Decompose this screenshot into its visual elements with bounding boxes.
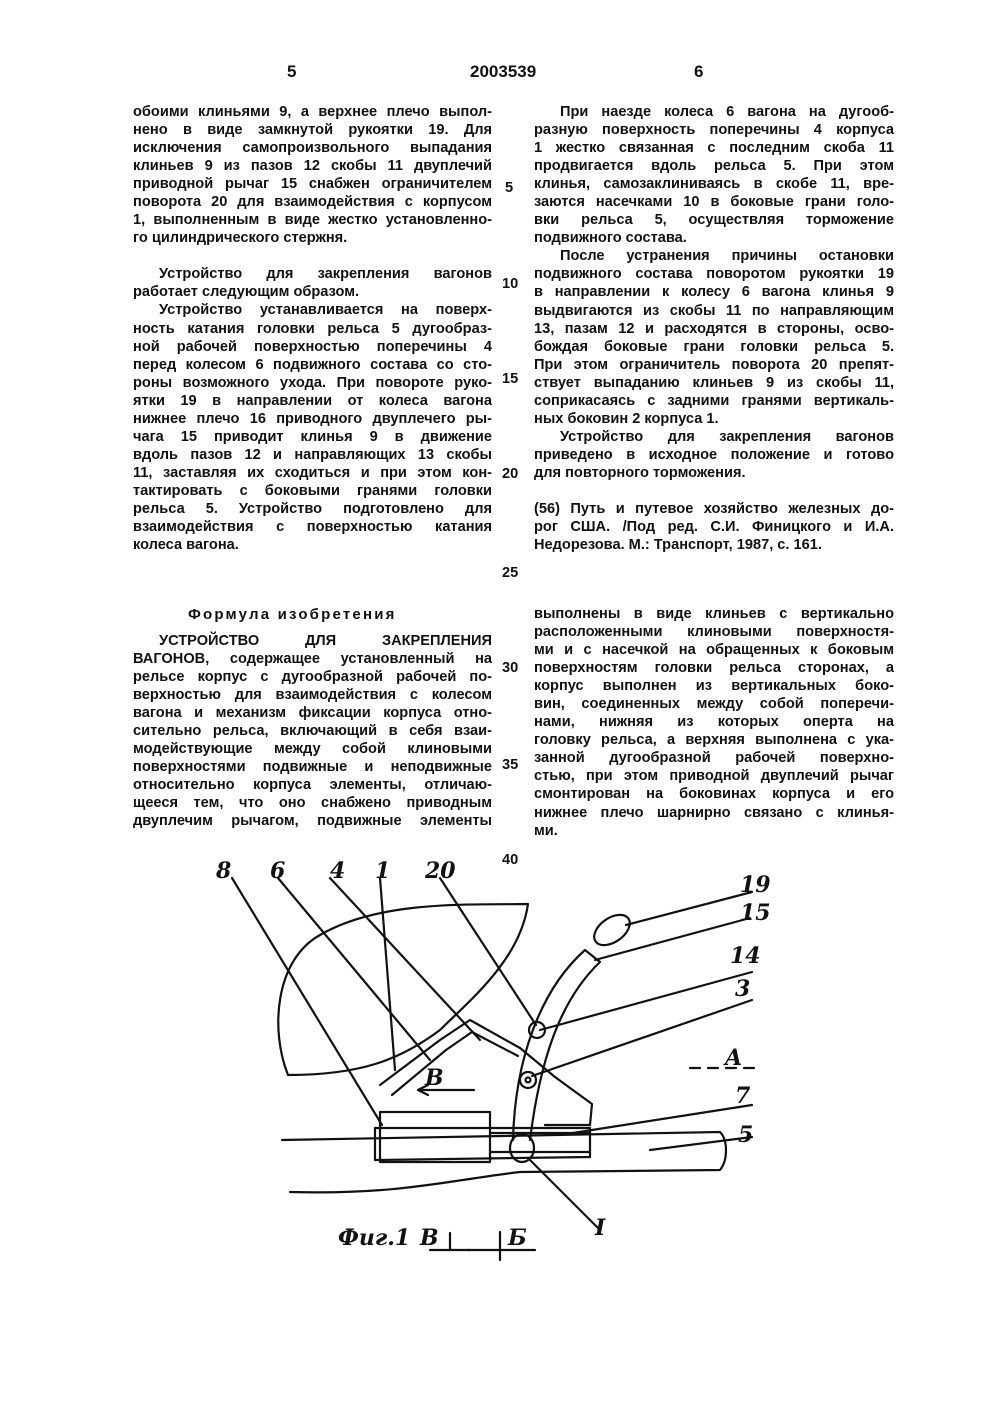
line-number: 30 — [502, 660, 519, 676]
text-line: 1, выполненным в виде жестко установленно- — [133, 212, 492, 229]
claim-line: двуплечим рычагом, подвижные элементы — [133, 813, 492, 830]
text-line: выдвигаются из скобы 11 по направляющим — [534, 302, 894, 319]
claim-line: поверхностям головки рельса сторонах, а — [534, 660, 894, 677]
text-line: в направлении к колесу 6 вагона клинья 9 — [534, 284, 894, 301]
text-line: роны возможного ухода. При повороте руко- — [133, 374, 492, 391]
claim-line: вагона и механизм фиксации корпуса отно- — [133, 705, 492, 722]
claim-line: расположенными клиновыми поверхностя- — [534, 624, 894, 641]
reference-line: Недорезова. М.: Транспорт, 1987, с. 161. — [534, 537, 822, 554]
label-7: 7 — [735, 1083, 751, 1109]
figure-caption: Фиг.1 — [338, 1225, 411, 1251]
claim-line: верхностью для взаимодействия с колесом — [133, 687, 492, 704]
claim-line: ВАГОНОВ, содержащее установленный на — [133, 651, 492, 668]
text-line: вки рельса 5, осуществляя торможение — [534, 212, 894, 229]
text-line: взаимодействия с поверхностью катания — [133, 519, 492, 536]
text-line: нижнее плечо 16 приводного двуплечего ры- — [133, 410, 492, 427]
label-14: 14 — [730, 943, 761, 969]
claim-line: смонтирован на боковинах корпуса и его — [534, 786, 894, 803]
text-line: колеса вагона. — [133, 537, 239, 554]
page-number-right: 6 — [694, 62, 704, 81]
claim-line: выполнены в виде клиньев с вертикально — [534, 606, 894, 622]
label-15: 15 — [740, 900, 771, 926]
text-line: приведено в исходное положение и готово — [534, 446, 894, 463]
wagon-wheel — [278, 904, 528, 1075]
line-number: 25 — [502, 565, 519, 581]
text-line: работает следующим образом. — [133, 284, 360, 301]
text-line: При этом ограничитель поворота 20 препят- — [534, 356, 894, 373]
lever — [513, 950, 600, 1140]
claim-line: нижнее плечо шарнирно связано с клинья- — [534, 804, 894, 821]
claim-line: относительно корпуса элементы, отличаю- — [133, 777, 492, 794]
text-line: ной рабочей поверхностью поперечины 4 — [133, 338, 492, 355]
page-number-left: 5 — [287, 62, 297, 81]
text-line: перед колесом 6 подвижного состава со сто- — [133, 356, 492, 373]
text-line: тактировать с боковыми гранями головки — [133, 482, 492, 499]
claim-line: поверхностями подвижные и неподвижные — [133, 759, 492, 776]
claim-line: вин, соединенных между собой поперечи- — [534, 696, 894, 713]
claim-line: рельсе корпус с дугообразной рабочей по- — [133, 669, 492, 686]
formula-title: Формула изобретения — [188, 606, 397, 623]
text-line: чага 15 приводит клинья 9 в движение — [133, 428, 492, 445]
text-line: вдоль пазов 12 и направляющих 13 скобы — [133, 446, 492, 463]
text-line: рельса 5. Устройство подготовлено для — [133, 500, 492, 517]
label-1: 1 — [375, 858, 391, 884]
claim-line: сительно рельса, включающий в себя взаи- — [133, 723, 492, 740]
text-line: ствует выпаданию клиньев 9 из скобы 11, — [534, 374, 894, 391]
text-line: ность катания головки рельса 5 дугообраз- — [133, 320, 492, 337]
text-line: После устранения причины остановки — [560, 248, 894, 265]
line-number: 5 — [505, 180, 514, 196]
text-line: При наезде колеса 6 вагона на дугооб- — [560, 104, 894, 120]
text-line: бождая боковые грани головки рельса 5. — [534, 338, 894, 355]
claim-line: головку рельса, а верхняя выполнена с ука- — [534, 732, 894, 749]
line-number: 10 — [502, 276, 519, 292]
text-line: продвигается вдоль рельса 5. При этом — [534, 158, 894, 175]
reference-line: рог США. /Под ред. С.И. Финицкого и И.А. — [534, 519, 894, 536]
label-8: 8 — [216, 858, 232, 884]
crossbar-arc — [380, 1020, 520, 1085]
line-number: 20 — [502, 466, 519, 482]
label-6: 6 — [270, 858, 286, 884]
text-line: нено в виде замкнутой рукоятки 19. Для — [133, 122, 492, 139]
label-B-section: B — [425, 1065, 444, 1091]
label-B-view: B — [420, 1225, 439, 1251]
patent-number: 2003539 — [470, 62, 537, 81]
label-5: 5 — [738, 1122, 754, 1148]
reference-line: (56) Путь и путевое хозяйство железных до- — [534, 500, 894, 517]
text-line: поворота 20 для взаимодействия с корпусом — [133, 194, 492, 211]
claim-line: ми и с насечкой на обращенных к боковым — [534, 642, 894, 659]
label-I: I — [595, 1215, 606, 1241]
text-line: 1 жестко связанная с последним скоба 11 — [534, 140, 894, 157]
label-Be: Б — [508, 1225, 527, 1251]
text-line: го цилиндрического стержня. — [133, 230, 348, 247]
text-line: подвижного состава. — [534, 230, 687, 247]
label-20: 20 — [425, 858, 456, 884]
claim-line: занной дугообразной рабочей поверхно- — [534, 750, 894, 767]
label-4: 4 — [330, 858, 346, 884]
text-line: клиньев 9 из пазов 12 скобы 11 двуплечий — [133, 158, 492, 175]
text-line: клинья, самозаклиниваясь в скобе 11, вре- — [534, 176, 894, 193]
text-line: соприкасаясь с задними гранями вертикаль- — [534, 392, 894, 409]
claim-line: модействующие между собой клиновыми — [133, 741, 492, 758]
text-line: Устройство для закрепления вагонов — [560, 428, 894, 445]
text-line: обоими клиньями 9, а верхнее плечо выпол- — [133, 104, 492, 120]
claim-line: щееся тем, что оно снабжено приводным — [133, 795, 492, 812]
rail-head — [282, 1132, 726, 1192]
text-line: Устройство для закрепления вагонов — [159, 266, 492, 283]
label-3: 3 — [735, 976, 751, 1002]
claim-line: стью, при этом приводной двуплечий рычаг — [534, 768, 894, 785]
text-line: заются насечками 10 в боковые грани голо- — [534, 194, 894, 211]
text-line: ных боковин 2 корпуса 1. — [534, 410, 719, 427]
text-line: ятки 19 в направлении от колеса вагона — [133, 392, 492, 409]
text-line: исключения самопроизвольного выпадания — [133, 140, 492, 157]
label-19: 19 — [740, 872, 771, 898]
text-line: приводной рычаг 15 снабжен ограничителем — [133, 176, 492, 193]
text-line: для повторного торможения. — [534, 464, 746, 481]
text-line: Устройство устанавливается на поверх- — [159, 302, 492, 319]
claim-line: нами, нижняя из которых оперта на — [534, 714, 894, 731]
text-line: 11, заставляя их сходиться и при этом кон- — [133, 464, 492, 481]
text-line: разную поверхность поперечины 4 корпуса — [534, 122, 894, 139]
claim-line: УСТРОЙСТВО ДЛЯ ЗАКРЕПЛЕНИЯ — [159, 633, 492, 649]
line-number: 15 — [502, 371, 519, 387]
text-line: подвижного состава поворотом рукоятки 19 — [534, 266, 894, 283]
line-number: 40 — [502, 852, 519, 868]
text-line: 13, пазам 12 и расходятся в стороны, осво- — [534, 320, 894, 337]
handle — [589, 909, 636, 952]
line-number: 35 — [502, 757, 519, 773]
claim-line: корпус выполнен из вертикальных боко- — [534, 678, 894, 695]
label-A: A — [725, 1045, 743, 1071]
claim-line: ми. — [534, 822, 558, 839]
